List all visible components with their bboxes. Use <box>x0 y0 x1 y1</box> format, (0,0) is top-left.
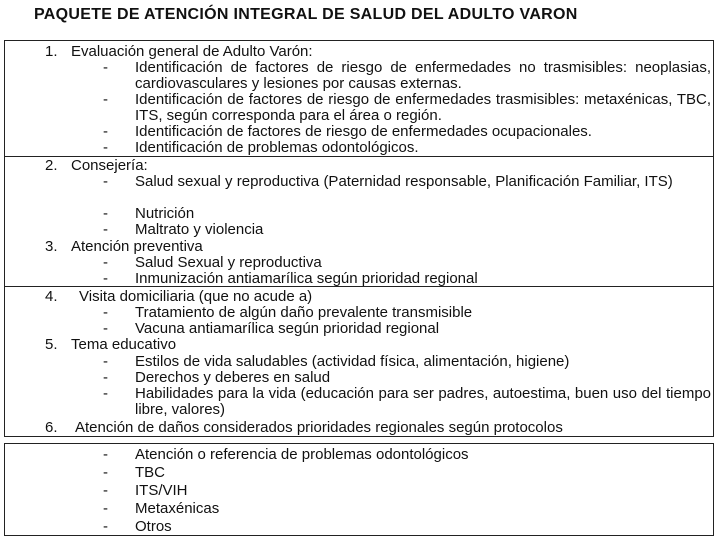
section-box-3 <box>4 286 714 437</box>
bullet-dash: - <box>103 446 108 463</box>
bullet-dash: - <box>103 482 108 499</box>
bullet-dash: - <box>103 221 108 238</box>
list-item: ITS/VIH <box>135 482 188 499</box>
section-heading: Atención preventiva <box>71 238 203 255</box>
list-item: Identificación de factores de riesgo de enfermedades ocupacionales. <box>135 123 592 140</box>
section-heading: Evaluación general de Adulto Varón: <box>71 43 313 60</box>
list-item: Identificación de problemas odontológicos. <box>135 139 419 156</box>
bullet-dash: - <box>103 304 108 321</box>
list-item: Salud sexual y reproductiva (Paternidad responsable, Planificación Familiar, ITS) <box>135 173 673 190</box>
bullet-dash: - <box>103 59 108 76</box>
section-number: 4. <box>45 288 58 305</box>
bullet-dash: - <box>103 173 108 190</box>
bullet-dash: - <box>103 353 108 370</box>
list-item: Derechos y deberes en salud <box>135 369 331 386</box>
list-item: TBC <box>135 464 165 481</box>
section-number: 3. <box>45 238 58 255</box>
list-item: Maltrato y violencia <box>135 221 264 238</box>
list-item: Identificación de factores de riesgo de enfermedades trasmisibles: metaxénicas, TBC, ITS, según corresponda para el área o región. <box>135 91 711 124</box>
list-item: Tratamiento de algún daño prevalente transmisible <box>135 304 473 321</box>
list-item: Nutrición <box>135 205 195 222</box>
list-item: Inmunización antiamarílica según prioridad regional <box>135 270 478 287</box>
section-heading: Consejería: <box>71 157 148 174</box>
section-heading: Atención de daños considerados prioridades regionales según protocolos <box>75 419 563 436</box>
bullet-dash: - <box>103 205 108 222</box>
list-item: Atención o referencia de problemas odontológicos <box>135 446 469 463</box>
section-box-1 <box>4 40 714 157</box>
section-heading: Visita domiciliaria (que no acude a) <box>79 288 313 305</box>
section-number: 2. <box>45 157 58 174</box>
bullet-dash: - <box>103 254 108 271</box>
bullet-dash: - <box>103 320 108 337</box>
list-item: Salud Sexual y reproductiva <box>135 254 322 271</box>
bullet-dash: - <box>103 500 108 517</box>
list-item: Identificación de factores de riesgo de enfermedades no trasmisibles: neoplasias, cardiovasculares y lesiones por causas externas. <box>135 59 711 92</box>
section-number: 5. <box>45 336 58 353</box>
section-box-2 <box>4 156 714 287</box>
document-title: PAQUETE DE ATENCIÓN INTEGRAL DE SALUD DEL ADULTO VARON <box>34 6 578 23</box>
section-heading: Tema educativo <box>71 336 177 353</box>
bullet-dash: - <box>103 270 108 287</box>
list-item: Estilos de vida saludables (actividad física, alimentación, higiene) <box>135 353 570 370</box>
bullet-dash: - <box>103 369 108 386</box>
list-item: Otros <box>135 518 172 535</box>
bullet-dash: - <box>103 518 108 535</box>
section-number: 6. <box>45 419 58 436</box>
list-item: Habilidades para la vida (educación para ser padres, autoestima, buen uso del tiempo libre, valores) <box>135 385 711 418</box>
bullet-dash: - <box>103 91 108 108</box>
sub-items-box <box>4 443 714 536</box>
section-number: 1. <box>45 43 58 60</box>
bullet-dash: - <box>103 123 108 140</box>
list-item: Metaxénicas <box>135 500 220 517</box>
bullet-dash: - <box>103 139 108 156</box>
bullet-dash: - <box>103 464 108 481</box>
bullet-dash: - <box>103 385 108 402</box>
list-item: Vacuna antiamarílica según prioridad regional <box>135 320 440 337</box>
